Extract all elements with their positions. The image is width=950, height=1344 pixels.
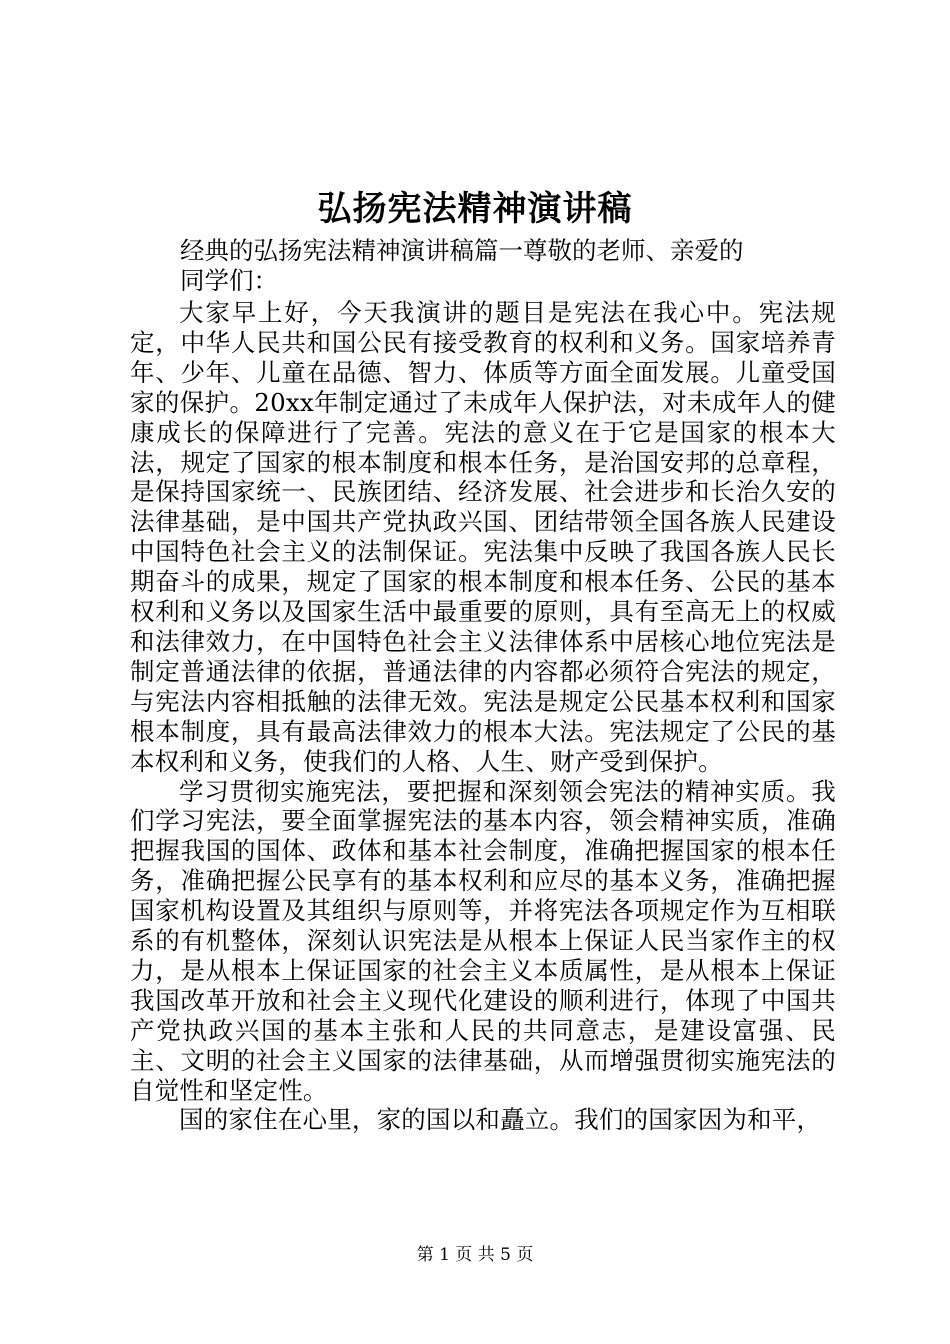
intro-line-2: 同学们： bbox=[180, 266, 278, 295]
body-text bbox=[130, 298, 836, 1135]
paragraph-3: 国的家住在心里，家的国以和矗立。我们的国家因为和平， bbox=[179, 1105, 822, 1135]
page-footer: 第 1 页 共 5 页 bbox=[416, 1245, 534, 1265]
intro-line-1: 经典的弘扬宪法精神演讲稿篇一尊敬的老师、亲爱的 bbox=[180, 236, 744, 265]
document-title: 弘扬宪法精神演讲稿 bbox=[317, 189, 633, 229]
paragraph-1: 大家早上好，今天我演讲的题目是宪法在我心中。宪法规定，中华人民共和国公民有接受教育的权利和义务。国家培养青年、少年、儿童在品德、智力、体质等方面全面发展。儿童受国家的保护。20xx年制定通过了未成年人保护法，对未成年人的健康成长的保障进行了完善。宪法的意义在于它是国家的根本大法，规定了国家的根本制度和根本任务，是治国安邦的总章程，是保持国家统一、民族团结、经济发展、社会进步和长治久安的法律基础，是中国共产党执政兴国、团结带领全国各族人民建设中国特色社会主义的法制保证。宪法集中反映了我国各族人民长期奋斗的成果，规定了国家的根本制度和根本任务、公民的基本权利和义务以及国家生活中最重要的原则，具有至高无上的权威和法律效力，在中国特色社会主义法律体系中居核心地位宪法是制定普通法律的依据，普通法律的内容都必须符合宪法的规定，与宪法内容相抵触的法律无效。宪法是规定公民基本权利和国家根本制度，具有最高法律效力的根本大法。宪法规定了公民的基本权利和义务，使我们的人格、人生、财产受到保护。 bbox=[130, 298, 836, 776]
intro-text bbox=[180, 236, 780, 296]
paragraph-2: 学习贯彻实施宪法，要把握和深刻领会宪法的精神实质。我们学习宪法，要全面掌握宪法的基本内容，领会精神实质，准确把握我国的国体、政体和基本社会制度，准确把握国家的根本任务，准确把握公民享有的基本权利和应尽的基本义务，准确把握国家机构设置及其组织与原则等，并将宪法各项规定作为互相联系的有机整体，深刻认识宪法是从根本上保证人民当家作主的权力，是从根本上保证国家的社会主义本质属性，是从根本上保证我国改革开放和社会主义现代化建设的顺利进行，体现了中国共产党执政兴国的基本主张和人民的共同意志，是建设富强、民主、文明的社会主义国家的法律基础，从而增强贯彻实施宪法的自觉性和坚定性。 bbox=[130, 776, 836, 1105]
